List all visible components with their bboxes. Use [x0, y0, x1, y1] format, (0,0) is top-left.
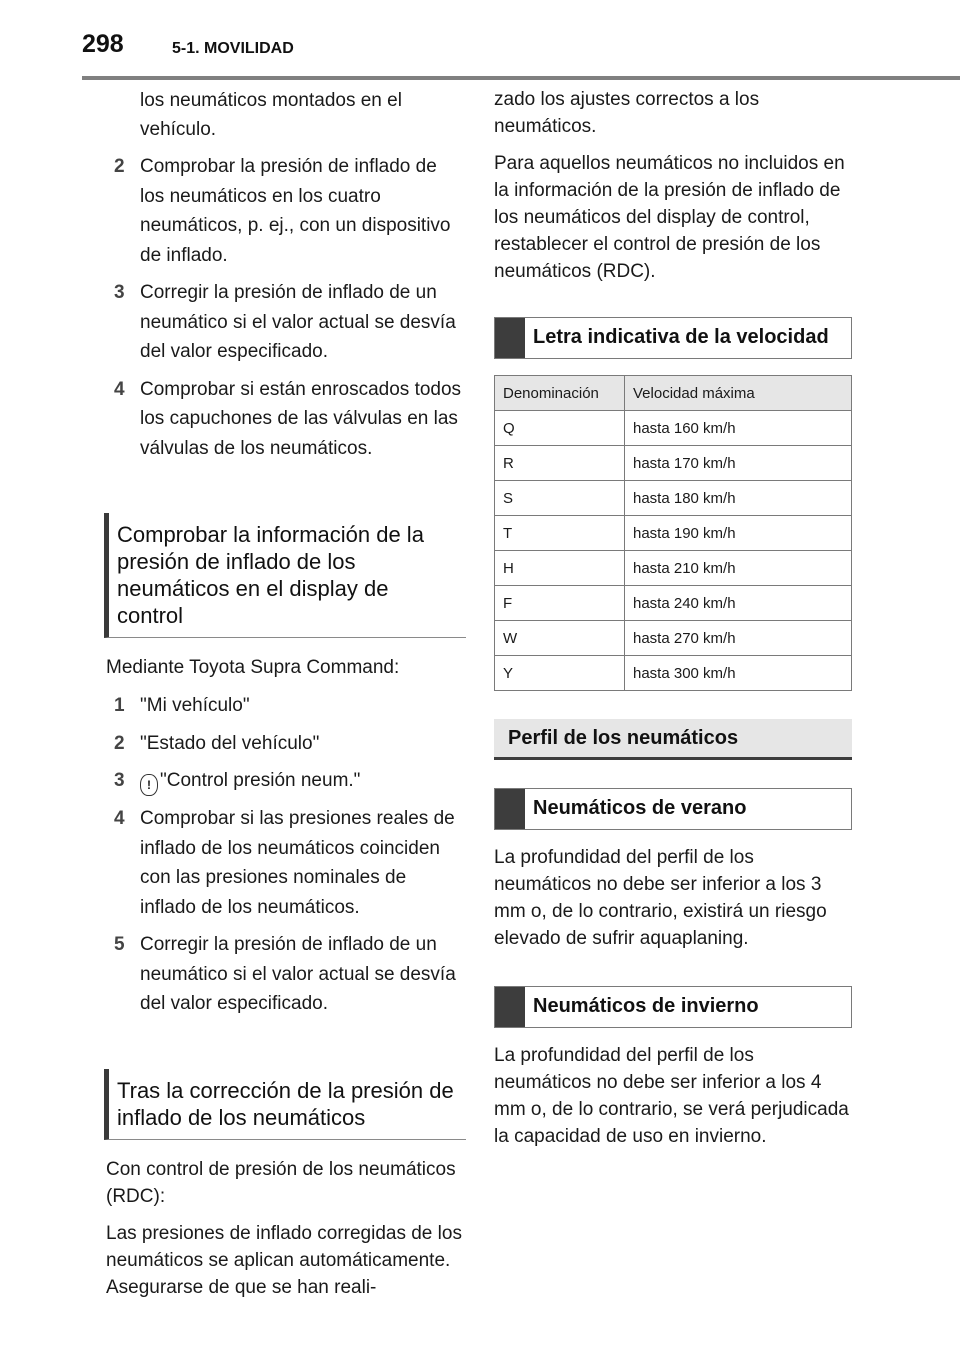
max-speed-cell: hasta 300 km/h — [625, 656, 852, 691]
speed-rating-table — [494, 375, 852, 691]
continued-text: los neumáticos montados en el vehículo. — [140, 90, 402, 140]
step-item — [106, 930, 466, 1019]
winter-tires-text: La profundidad del perfil de los neumáticos no debe ser inferior a los 4 mm o, de lo contrario, se verá perjudicada la capacidad de uso en invierno. — [494, 1045, 849, 1147]
step-text: Comprobar la presión de inflado de los neumáticos en los cuatro neumáticos, p. ej., con un dispositivo de inflado. — [140, 156, 451, 266]
max-speed-cell: hasta 190 km/h — [625, 516, 852, 551]
table-row — [495, 446, 852, 481]
speed-letter-cell: F — [495, 586, 625, 621]
max-speed-cell: hasta 240 km/h — [625, 586, 852, 621]
table-row — [495, 586, 852, 621]
max-speed-cell: hasta 160 km/h — [625, 411, 852, 446]
speed-letter-cell: H — [495, 551, 625, 586]
max-speed-cell: hasta 270 km/h — [625, 621, 852, 656]
summer-tires-heading — [494, 788, 852, 830]
step-item — [106, 766, 466, 796]
step-item — [106, 804, 466, 922]
step-text: "Mi vehículo" — [140, 695, 250, 716]
steps-list-a — [106, 152, 466, 463]
speed-letter-cell: Q — [495, 411, 625, 446]
step-item — [106, 691, 466, 721]
tire-pressure-warning-icon: ! — [140, 774, 158, 796]
speed-letter-cell: W — [495, 621, 625, 656]
heading-bar — [495, 318, 525, 358]
max-speed-cell: hasta 170 km/h — [625, 446, 852, 481]
step-text: "Estado del vehículo" — [140, 732, 320, 754]
step-number: 2 — [114, 156, 125, 177]
speed-letter-cell: Y — [495, 656, 625, 691]
table-row — [495, 516, 852, 551]
heading-bar — [495, 789, 525, 829]
step-item — [106, 729, 466, 759]
table-row — [495, 621, 852, 656]
step-number: 3 — [114, 770, 125, 791]
step-text: "Control presión neum." — [160, 770, 361, 791]
step-text: Comprobar si las presiones reales de inflado de los neumáticos coinciden con las presiones nominales de inflado de los neumáticos. — [140, 808, 455, 918]
speed-letter-cell: S — [495, 481, 625, 516]
speed-rating-heading-text: Letra indicativa de la velocidad — [533, 326, 829, 348]
step-text: Corregir la presión de inflado de un neumático si el valor actual se desvía del valor especificado. — [140, 282, 456, 362]
heading-bar — [495, 987, 525, 1027]
winter-tires-heading-text: Neumáticos de invierno — [533, 995, 759, 1017]
other-tires-paragraph: Para aquellos neumáticos no incluidos en la información de la presión de inflado de los neumáticos del display de control, restablecer el control de presión de los neumáticos (RDC). — [494, 153, 845, 282]
winter-tires-heading — [494, 986, 852, 1028]
step-item — [106, 152, 466, 270]
speed-letter-cell: R — [495, 446, 625, 481]
speed-letter-cell: T — [495, 516, 625, 551]
table-row — [495, 656, 852, 691]
step-number: 5 — [114, 934, 125, 955]
page-header — [0, 0, 960, 78]
step-number: 1 — [114, 695, 125, 716]
right-column — [494, 86, 852, 1160]
column-header-designation: Denominación — [495, 376, 625, 411]
subheading-display-check: Comprobar la información de la presión de inflado de los neumáticos en el display de control — [104, 513, 466, 638]
table-row — [495, 481, 852, 516]
step-text: Comprobar si están enroscados todos los capuchones de las válvulas en las válvulas de los neumáticos. — [140, 378, 462, 459]
step-number: 3 — [114, 282, 125, 303]
table-header-row — [495, 376, 852, 411]
summer-tires-heading-text: Neumáticos de verano — [533, 797, 747, 819]
column-header-max-speed: Velocidad máxima — [625, 376, 852, 411]
subheading-after-correction: Tras la corrección de la presión de inflado de los neumáticos — [104, 1069, 466, 1140]
continued-paragraph: zado los ajustes correctos a los neumáticos. — [494, 89, 760, 137]
step-number: 2 — [114, 732, 125, 754]
auto-apply-paragraph: Las presiones de inflado corregidas de los neumáticos se aplican automáticamente. Asegurarse de que se han reali- — [106, 1222, 462, 1298]
step-item — [106, 278, 466, 367]
summer-tires-text: La profundidad del perfil de los neumáticos no debe ser inferior a los 3 mm o, de lo contrario, existirá un riesgo elevado de sufrir aquaplaning. — [494, 847, 827, 949]
table-row — [495, 551, 852, 586]
left-column — [106, 86, 466, 1311]
steps-list-b — [106, 691, 466, 1019]
rdc-paragraph: Con control de presión de los neumáticos (RDC): — [106, 1158, 456, 1207]
intro-text: Mediante Toyota Supra Command: — [106, 657, 400, 678]
step-number: 4 — [114, 808, 125, 829]
page-number: 298 — [82, 30, 124, 58]
header-divider — [82, 76, 960, 80]
table-row — [495, 411, 852, 446]
section-title: 5-1. MOVILIDAD — [172, 40, 294, 57]
step-number: 4 — [114, 378, 125, 400]
step-item — [106, 375, 466, 464]
tire-profile-heading: Perfil de los neumáticos — [494, 719, 852, 760]
max-speed-cell: hasta 180 km/h — [625, 481, 852, 516]
step-text: Corregir la presión de inflado de un neumático si el valor actual se desvía del valor especificado. — [140, 934, 456, 1014]
max-speed-cell: hasta 210 km/h — [625, 551, 852, 586]
speed-rating-heading — [494, 317, 852, 359]
